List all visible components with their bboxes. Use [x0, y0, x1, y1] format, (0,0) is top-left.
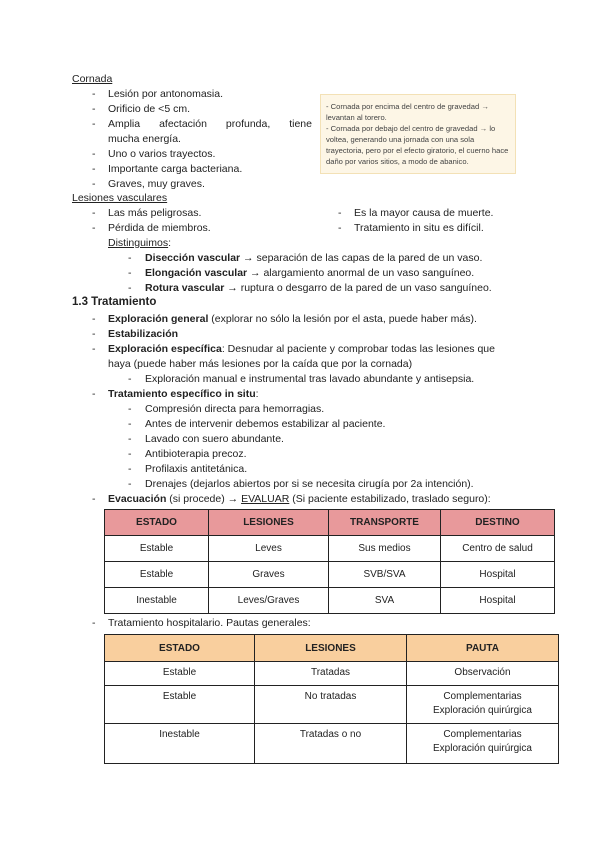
word: afectación: [159, 118, 207, 130]
bullet-dash: -: [92, 148, 96, 160]
word: profunda,: [225, 118, 271, 130]
bullet-dash: -: [128, 433, 132, 445]
bullet-dash: -: [128, 252, 132, 264]
desc: (si procede) →: [166, 493, 242, 505]
insitu-item: Antibioterapia precoz.: [145, 448, 247, 460]
cell: Inestable: [105, 588, 209, 614]
insitu-item: Lavado con suero abundante.: [145, 433, 284, 445]
term: Exploración general: [108, 313, 209, 325]
cell-line: Complementarias: [443, 729, 522, 740]
insitu-item: Profilaxis antitetánica.: [145, 463, 248, 475]
bullet-dash: -: [92, 178, 96, 190]
cell: Estable: [105, 662, 255, 686]
table-row: [105, 588, 555, 614]
distinguimos-line: [108, 237, 171, 249]
bullet-dash: -: [128, 418, 132, 430]
insitu-item: Drenajes (dejarlos abiertos por si se necesita cirugía por 2a intención).: [145, 478, 474, 490]
bullet-dash: -: [92, 313, 96, 325]
table-row: [105, 724, 559, 764]
desc: (Si paciente estabilizado, traslado seguro):: [289, 493, 491, 505]
insitu-item: Compresión directa para hemorragias.: [145, 403, 325, 415]
table-row: [105, 562, 555, 588]
header-cell: PAUTA: [407, 635, 559, 662]
cell: Estable: [105, 562, 209, 588]
vascular-item: Las más peligrosas.: [108, 207, 202, 219]
cell: SVA: [329, 588, 441, 614]
header-cell: ESTADO: [105, 635, 255, 662]
header-cell: LESIONES: [255, 635, 407, 662]
cell: Graves: [209, 562, 329, 588]
cell: [407, 686, 559, 724]
vascular-item: Tratamiento in situ es difícil.: [354, 222, 484, 234]
bullet-dash: -: [92, 328, 96, 340]
cell: [407, 724, 559, 764]
cornada-heading: Cornada: [72, 73, 113, 85]
cell-line: Exploración quirúrgica: [433, 743, 532, 754]
treatment-item: [108, 388, 259, 400]
cell-line: Complementarias: [443, 691, 522, 702]
bullet-dash: -: [128, 463, 132, 475]
note-line: - Cornada por debajo del centro de gravedad → lo voltea, generando una jornada con una sola trayectoria, pero por el efecto giratorio, el cuerno hace daño por varios sitios, a modo de abanico.: [326, 124, 509, 166]
cornada-item: Graves, muy graves.: [108, 178, 205, 190]
bullet-dash: -: [128, 448, 132, 460]
cell: SVB/SVA: [329, 562, 441, 588]
treatment-item-cont: haya (puede haber más lesiones por la caída que por la cornada): [108, 358, 413, 370]
bullet-dash: -: [128, 403, 132, 415]
bullet-dash: -: [92, 222, 96, 234]
cell: Tratadas: [255, 662, 407, 686]
bullet-dash: -: [92, 103, 96, 115]
cell: Hospital: [441, 588, 555, 614]
hospital-intro: Tratamiento hospitalario. Pautas generales:: [108, 617, 311, 629]
table-header-row: [105, 635, 559, 662]
vascular-type: [145, 252, 482, 264]
bullet-dash: -: [128, 282, 132, 294]
hospital-table: [104, 634, 559, 764]
table-row: [105, 662, 559, 686]
note-box: [320, 94, 516, 174]
colon: :: [168, 237, 172, 249]
cell: Leves/Graves: [209, 588, 329, 614]
distinguimos-label: Distinguimos: [108, 237, 169, 249]
colon: :: [255, 388, 259, 400]
evacuation-table: [104, 509, 555, 614]
bullet-dash: -: [92, 493, 96, 505]
header-cell: LESIONES: [209, 510, 329, 536]
cell: Leves: [209, 536, 329, 562]
header-cell: DESTINO: [441, 510, 555, 536]
bullet-dash: -: [128, 267, 132, 279]
cornada-item: Importante carga bacteriana.: [108, 163, 243, 175]
vascular-item: Pérdida de miembros.: [108, 222, 211, 234]
cell: Estable: [105, 536, 209, 562]
treatment-item: Estabilización: [108, 328, 179, 340]
treatment-item: [108, 313, 477, 325]
vascular-heading: Lesiones vasculares: [72, 192, 168, 204]
bullet-dash: -: [92, 617, 96, 629]
table-row: [105, 686, 559, 724]
desc: : Desnudar al paciente y comprobar todas las lesiones que: [221, 343, 495, 355]
section-heading: 1.3 Tratamiento: [72, 296, 157, 308]
bullet-dash: -: [92, 118, 96, 130]
cell: No tratadas: [255, 686, 407, 724]
cell: Tratadas o no: [255, 724, 407, 764]
evaluar-link: EVALUAR: [241, 493, 290, 505]
cell: Inestable: [105, 724, 255, 764]
word: Amplia: [108, 118, 141, 130]
bullet-dash: -: [92, 388, 96, 400]
bullet-dash: -: [92, 207, 96, 219]
bullet-dash: -: [92, 163, 96, 175]
cell: Centro de salud: [441, 536, 555, 562]
cornada-item: Uno o varios trayectos.: [108, 148, 216, 160]
cell: Sus medios: [329, 536, 441, 562]
treatment-subitem: Exploración manual e instrumental tras lavado abundante y antisepsia.: [145, 373, 475, 385]
cell: [407, 662, 559, 686]
insitu-item: Antes de intervenir debemos estabilizar al paciente.: [145, 418, 386, 430]
bullet-dash: -: [92, 88, 96, 100]
bullet-dash: -: [92, 343, 96, 355]
note-line: - Cornada por encima del centro de gravedad → levantan al torero.: [326, 102, 489, 122]
desc: → alargamiento anormal de un vaso sanguíneo.: [247, 267, 475, 279]
term: Tratamiento específico in situ: [108, 388, 256, 400]
desc: → ruptura o desgarro de la pared de un vaso sanguíneo.: [224, 282, 492, 294]
treatment-item: [108, 343, 495, 355]
header-cell: ESTADO: [105, 510, 209, 536]
term: Evacuación: [108, 493, 167, 505]
cell-line: Observación: [454, 667, 511, 678]
term: Elongación vascular: [145, 267, 248, 279]
cell-line: Exploración quirúrgica: [433, 705, 532, 716]
table-row: [105, 536, 555, 562]
header-cell: TRANSPORTE: [329, 510, 441, 536]
vascular-type: [145, 267, 474, 279]
term: Rotura vascular: [145, 282, 225, 294]
cell: Estable: [105, 686, 255, 724]
table-header-row: [105, 510, 555, 536]
bullet-dash: -: [128, 373, 132, 385]
word: tiene: [289, 118, 312, 130]
evacuation-item: [108, 493, 491, 505]
cornada-item: Lesión por antonomasia.: [108, 88, 223, 100]
vascular-type: [145, 282, 492, 294]
bullet-dash: -: [338, 207, 342, 219]
cornada-item-justified: [108, 118, 312, 130]
desc: (explorar no sólo la lesión por el asta, puede haber más).: [208, 313, 477, 325]
term: Exploración específica: [108, 343, 222, 355]
term: Disección vascular: [145, 252, 241, 264]
vascular-item: Es la mayor causa de muerte.: [354, 207, 494, 219]
bullet-dash: -: [338, 222, 342, 234]
cornada-item: Orificio de <5 cm.: [108, 103, 190, 115]
cornada-item-cont: mucha energía.: [108, 133, 181, 145]
bullet-dash: -: [128, 478, 132, 490]
cell: Hospital: [441, 562, 555, 588]
desc: → separación de las capas de la pared de un vaso.: [240, 252, 483, 264]
